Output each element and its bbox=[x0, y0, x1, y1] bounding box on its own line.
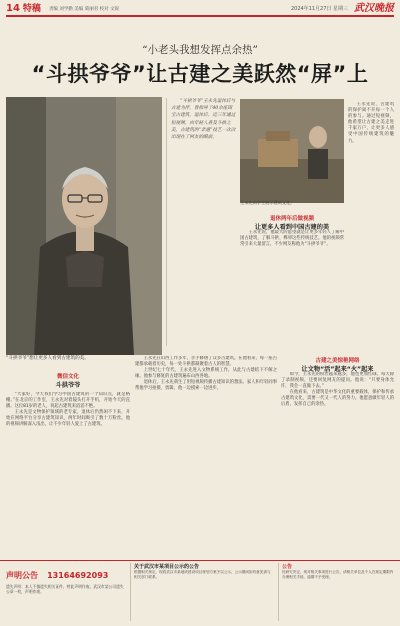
intro-quote bbox=[166, 98, 236, 346]
subheading-3-red: 古建之美惊艳网络 bbox=[315, 358, 360, 364]
article-kicker: “小老头我想发挥点余热” bbox=[142, 44, 258, 56]
intro-quote-text: “斗拱爷爷”王永先退休后与古建为伴，曾指导了40余座国宝古建筑，退休后，近三年通过短视频，向年轻人普及斗拱之美，古建筑的“非遗”技艺一次次出现在了网友的眼前。 bbox=[171, 99, 236, 141]
paragraph: 王永先在山西工作多年，亲手修缮了众多古建筑。在他看来，每一座古建都承载着历史，每一处斗拱都凝聚着古人的智慧。 bbox=[135, 356, 277, 368]
body-column-3 bbox=[240, 230, 344, 350]
subheading-3 bbox=[281, 356, 394, 373]
body-column-1 bbox=[6, 392, 130, 556]
paragraph: 王永先是文物保护领域的老专家，退休后仍然闲不下来，开始在网络平台分享古建筑知识，两年时间吸引了数十万粉丝。他的视频讲解深入浅出，让不少年轻人爱上了古建筑。 bbox=[6, 410, 130, 428]
body-column-2 bbox=[135, 356, 277, 556]
ad-announcement bbox=[278, 563, 394, 621]
subheading-2 bbox=[240, 214, 344, 231]
workshop-illustration bbox=[240, 99, 344, 203]
secondary-photo bbox=[240, 99, 344, 203]
photo-caption: “斗拱爷爷”想让更多人看到古建筑的美。 bbox=[6, 356, 89, 361]
ad-public-notice bbox=[130, 563, 274, 621]
ad-notice-text: 遗失声明：本人不慎遗失相关证件，特此声明作废。武汉市某公司遗失公章一枚，声明作废。 bbox=[6, 584, 124, 594]
paragraph: 在他看来，古建筑是中华文化的重要载体，保护和传承古建筑文化，需要一代又一代人的努力。他愿意做年轻人的后盾，发挥自己的余热。 bbox=[281, 390, 394, 408]
paper-name: 武汉晚报 bbox=[354, 3, 394, 14]
paragraph: 王永先说，他最大的愿望就是让更多年轻人了解中国古建筑，了解斗拱、榫卯这些传统技艺。他的视频常常引来大量留言，不少网友称他为“斗拱爷爷”。 bbox=[240, 230, 344, 248]
paragraph: 退休后，王永先萌生了用短视频传播古建知识的想法。家人和年轻同事帮他学习拍摄、剪辑，他一边摸索一边进步。 bbox=[135, 380, 277, 392]
issue-date: 2024年11月27日 星期三 bbox=[290, 6, 348, 12]
ad-public-notice-text: 根据相关规定，现将武汉市某地块建设项目规划方案予以公示，公示期间如有意见请与相关部门联系。 bbox=[134, 570, 271, 579]
subheading-1 bbox=[6, 372, 130, 389]
portrait-illustration bbox=[6, 97, 162, 355]
editors-line: 责编 刘学勤 美编 葛丽君 校对 文锐 bbox=[48, 7, 120, 12]
portrait-photo bbox=[6, 97, 162, 355]
paragraph: 上世纪七十年代，王永先进入文物系统工作，从此与古建结下不解之缘。他参与修复的古建筑遍布山西各地。 bbox=[135, 368, 277, 380]
paragraph: 王永先说，古建筑的保护离不开每一个人的参与。通过短视频，他希望让古建之美走进千家万户，让更多人感受中国传统建筑的魅力。 bbox=[348, 102, 394, 144]
ad-notice bbox=[6, 563, 126, 621]
classified-ads bbox=[0, 560, 400, 626]
ad-public-notice-title: 关于武汉市某项目公示的公告 bbox=[134, 564, 200, 570]
page-number: 14 bbox=[6, 3, 20, 14]
body-column-5 bbox=[348, 102, 394, 352]
secondary-photo-caption: 王永先向学生展示建筑文化。 bbox=[240, 200, 295, 205]
ad-notice-title: 声明公告 bbox=[6, 571, 38, 580]
ad-announcement-title: 公告 bbox=[282, 564, 293, 570]
paragraph: 如今，王永先的粉丝越来越多，他也更加忙碌。每天除了录制视频，还要回复网友的提问。他说：“只要身体允许，我会一直做下去。” bbox=[281, 372, 394, 390]
ad-announcement-text: 经研究决定，现对相关事项进行公告，请相关单位及个人在规定期限内办理相关手续，逾期不予受理。 bbox=[282, 570, 394, 579]
paragraph: “大家好，今天我们学习中国古建筑的一个知识点，就是格栅。”在北京的工作室，王永先对着镜头打开手机，开始今天的直播。这位81岁的老人，说起古建筑来滔滔不绝。 bbox=[6, 392, 130, 410]
subheading-1-black: 斗拱爷爷 bbox=[55, 382, 81, 389]
subheading-2-black: 让更多人看到中国古建的美 bbox=[254, 224, 330, 231]
body-column-4 bbox=[281, 372, 394, 556]
subheading-1-red: 微信文化 bbox=[56, 374, 79, 380]
page-header bbox=[6, 3, 394, 17]
ad-notice-phone: 13164692093 bbox=[47, 571, 109, 580]
article-headline: “斗拱爷爷”让古建之美跃然“屏”上 bbox=[31, 62, 369, 86]
subheading-2-red: 退休两年后做视频 bbox=[269, 216, 314, 222]
subheading-3-black: 让文物“活”起来“火”起来 bbox=[301, 366, 374, 373]
section-name: 特稿 bbox=[22, 4, 41, 14]
